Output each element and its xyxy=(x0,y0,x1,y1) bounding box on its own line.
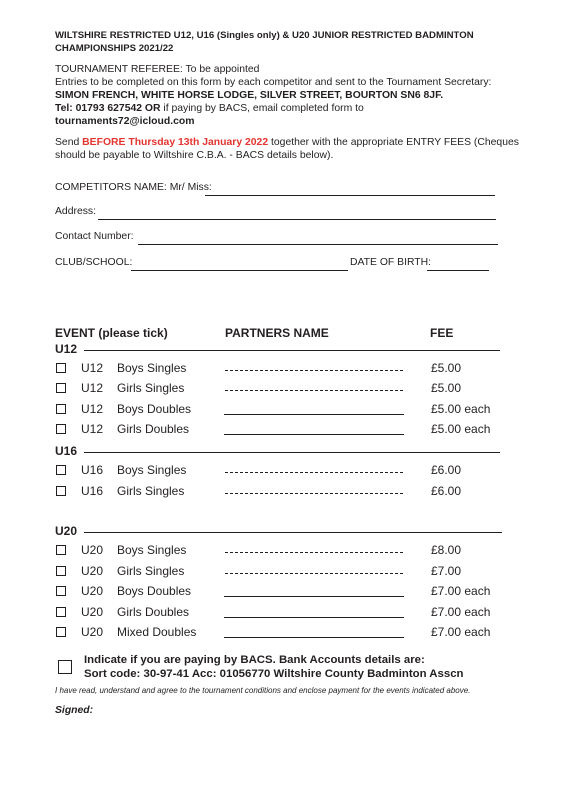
event-fee: £5.00 each xyxy=(431,422,491,436)
event-fee: £5.00 xyxy=(431,361,462,375)
event-checkbox[interactable] xyxy=(56,486,66,496)
event-age: U12 xyxy=(81,422,104,436)
partner-name-field[interactable] xyxy=(224,434,404,435)
partner-not-applicable xyxy=(225,573,403,574)
event-name: Boys Doubles xyxy=(117,402,192,416)
event-fee: £7.00 xyxy=(431,564,462,578)
event-fee: £5.00 each xyxy=(431,402,491,416)
event-age: U20 xyxy=(81,605,104,619)
partner-name-field[interactable] xyxy=(224,637,404,638)
secretary-address: SIMON FRENCH, WHITE HORSE LODGE, SILVER STREET, BOURTON SN6 8JF. xyxy=(55,90,444,101)
partner-name-field[interactable] xyxy=(224,414,404,415)
event-name: Girls Doubles xyxy=(117,422,190,436)
event-name: Boys Singles xyxy=(117,543,187,557)
event-checkbox[interactable] xyxy=(56,404,66,414)
event-age: U12 xyxy=(81,381,104,395)
telephone-number: Tel: 01793 627542 OR xyxy=(55,103,161,114)
partner-not-applicable xyxy=(225,472,403,473)
form-title-line1: WILTSHIRE RESTRICTED U12, U16 (Singles only) & U20 JUNIOR RESTRICTED BADMINTON xyxy=(55,30,474,41)
email-address: tournaments72@icloud.com xyxy=(55,116,195,127)
event-checkbox[interactable] xyxy=(56,383,66,393)
section-label-u12: U12 xyxy=(55,342,78,356)
event-checkbox[interactable] xyxy=(56,586,66,596)
event-name: Boys Singles xyxy=(117,463,187,477)
bacs-checkbox[interactable] xyxy=(58,660,72,674)
event-checkbox[interactable] xyxy=(56,424,66,434)
partner-not-applicable xyxy=(225,370,403,371)
event-checkbox[interactable] xyxy=(56,607,66,617)
address-label: Address: xyxy=(55,206,97,217)
declaration-text: I have read, understand and agree to the tournament conditions and enclose payment for the events indicated above. xyxy=(55,686,471,695)
event-name: Girls Singles xyxy=(117,484,185,498)
club-school-field[interactable] xyxy=(131,270,348,271)
entries-instruction: Entries to be completed on this form by each competitor and sent to the Tournament Secretary: xyxy=(55,77,492,88)
event-age: U16 xyxy=(81,463,104,477)
event-name: Girls Singles xyxy=(117,381,185,395)
event-age: U20 xyxy=(81,625,104,639)
event-age: U12 xyxy=(81,361,104,375)
competitor-name-label: COMPETITORS NAME: Mr/ Miss: xyxy=(55,182,212,193)
column-header-partner: PARTNERS NAME xyxy=(225,326,329,340)
deadline-text: BEFORE Thursday 13th January 2022 xyxy=(82,137,269,148)
event-checkbox[interactable] xyxy=(56,545,66,555)
send-suffix: together with the appropriate ENTRY FEES (Cheques xyxy=(268,137,519,148)
section-label-u16: U16 xyxy=(55,444,78,458)
section-label-u20: U20 xyxy=(55,524,78,538)
partner-not-applicable xyxy=(225,390,403,391)
event-fee: £8.00 xyxy=(431,543,462,557)
event-name: Girls Doubles xyxy=(117,605,190,619)
event-age: U12 xyxy=(81,402,104,416)
section-divider xyxy=(84,532,502,533)
event-age: U16 xyxy=(81,484,104,498)
event-age: U20 xyxy=(81,564,104,578)
club-school-label: CLUB/SCHOOL: xyxy=(55,257,133,268)
event-fee: £7.00 each xyxy=(431,625,491,639)
partner-name-field[interactable] xyxy=(224,596,404,597)
section-divider xyxy=(84,452,500,453)
bacs-instruction: Indicate if you are paying by BACS. Bank Accounts details are: xyxy=(84,654,425,666)
address-field[interactable] xyxy=(98,219,496,220)
contact-number-label: Contact Number: xyxy=(55,231,134,242)
partner-name-field[interactable] xyxy=(224,617,404,618)
event-name: Mixed Doubles xyxy=(117,625,197,639)
event-fee: £5.00 xyxy=(431,381,462,395)
form-title-line2: CHAMPIONSHIPS 2021/22 xyxy=(55,43,174,54)
event-checkbox[interactable] xyxy=(56,363,66,373)
event-age: U20 xyxy=(81,543,104,557)
event-name: Boys Doubles xyxy=(117,584,192,598)
event-checkbox[interactable] xyxy=(56,566,66,576)
competitor-name-field[interactable] xyxy=(205,195,495,196)
referee-text: TOURNAMENT REFEREE: To be appointed xyxy=(55,64,260,75)
date-of-birth-field[interactable] xyxy=(427,270,489,271)
send-instruction-line2: should be payable to Wiltshire C.B.A. - BACS details below). xyxy=(55,150,334,161)
contact-number-field[interactable] xyxy=(138,244,498,245)
event-fee: £7.00 each xyxy=(431,584,491,598)
partner-not-applicable xyxy=(225,552,403,553)
date-of-birth-label: DATE OF BIRTH: xyxy=(350,257,432,268)
column-header-event: EVENT (please tick) xyxy=(55,326,168,340)
section-divider xyxy=(84,350,500,351)
event-fee: £6.00 xyxy=(431,463,462,477)
event-fee: £6.00 xyxy=(431,484,462,498)
send-instruction xyxy=(55,136,519,150)
partner-not-applicable xyxy=(225,493,403,494)
send-prefix: Send xyxy=(55,137,83,148)
event-name: Girls Singles xyxy=(117,564,185,578)
bank-details: Sort code: 30-97-41 Acc: 01056770 Wiltshire County Badminton Asscn xyxy=(84,668,464,680)
telephone-note: if paying by BACS, email completed form to xyxy=(160,103,364,114)
telephone-line xyxy=(55,102,364,116)
event-name: Boys Singles xyxy=(117,361,187,375)
event-checkbox[interactable] xyxy=(56,627,66,637)
event-checkbox[interactable] xyxy=(56,465,66,475)
event-fee: £7.00 each xyxy=(431,605,491,619)
signed-label: Signed: xyxy=(55,705,94,716)
event-age: U20 xyxy=(81,584,104,598)
column-header-fee: FEE xyxy=(430,326,454,340)
